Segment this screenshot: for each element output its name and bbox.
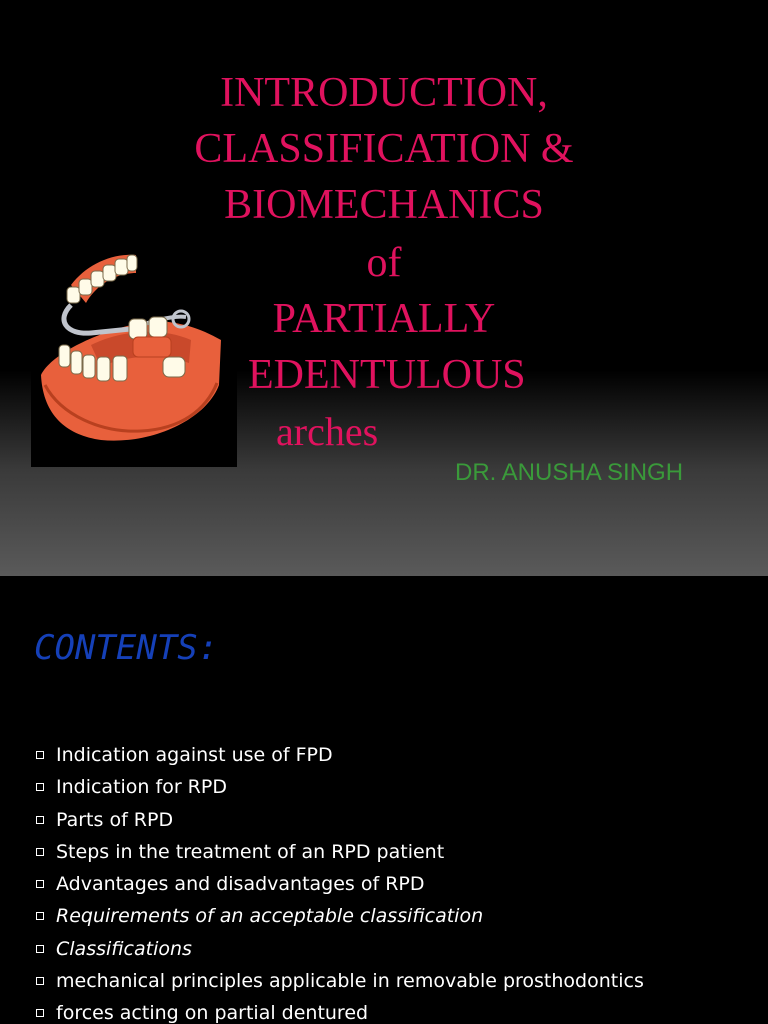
contents-title: CONTENTS: <box>34 628 219 668</box>
list-item-text: Steps in the treatment of an RPD patient <box>56 840 445 863</box>
list-item-text: Indication for RPD <box>56 776 227 799</box>
list-item <box>36 804 644 836</box>
title-line-1: INTRODUCTION, <box>220 70 548 116</box>
square-bullet-icon <box>36 945 44 953</box>
title-line-2: CLASSIFICATION & <box>194 126 574 172</box>
list-item-text: Advantages and disadvantages of RPD <box>56 873 425 896</box>
list-item-text: Classifications <box>56 937 192 960</box>
square-bullet-icon <box>36 977 44 985</box>
list-item-text: Requirements of an acceptable classification <box>56 905 484 928</box>
contents-slide <box>0 576 768 1024</box>
list-item-text: mechanical principles applicable in removable prosthodontics <box>56 970 644 993</box>
square-bullet-icon <box>36 751 44 759</box>
list-item <box>36 965 644 997</box>
contents-list <box>36 739 644 1024</box>
list-item <box>36 868 644 900</box>
list-item <box>36 933 644 965</box>
list-item-text: Parts of RPD <box>56 808 174 831</box>
square-bullet-icon <box>36 783 44 791</box>
list-item-text: Indication against use of FPD <box>56 744 333 766</box>
title-line-6: EDENTULOUS <box>248 352 526 398</box>
list-item <box>36 771 644 803</box>
list-item <box>36 900 644 932</box>
list-item <box>36 739 644 771</box>
title-line-4: of <box>366 240 402 286</box>
square-bullet-icon <box>36 1009 44 1017</box>
square-bullet-icon <box>36 848 44 856</box>
partial-denture-image <box>31 245 237 467</box>
title-line-7: arches <box>276 409 379 454</box>
list-item-text: forces acting on partial dentured <box>56 1002 369 1024</box>
list-item <box>36 836 644 868</box>
square-bullet-icon <box>36 880 44 888</box>
author-name: DR. ANUSHA SINGH <box>455 459 684 486</box>
title-line-5: PARTIALLY <box>272 296 496 342</box>
square-bullet-icon <box>36 912 44 920</box>
square-bullet-icon <box>36 816 44 824</box>
list-item <box>36 997 644 1024</box>
title-line-3: BIOMECHANICS <box>224 182 544 228</box>
